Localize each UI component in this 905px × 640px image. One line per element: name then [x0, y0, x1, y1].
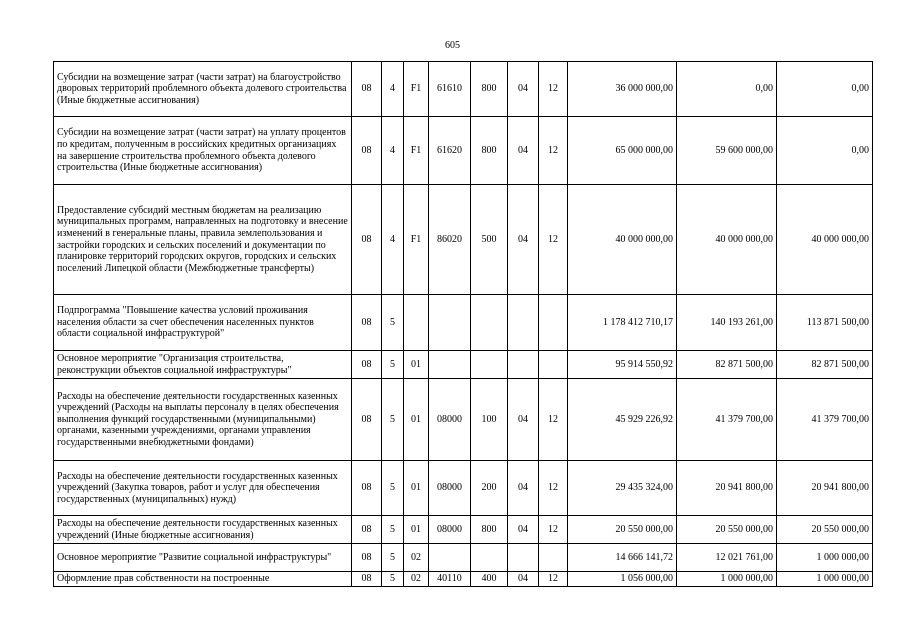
row-amount: 95 914 550,92: [568, 351, 677, 379]
table-row: [54, 351, 873, 379]
row-amount: 0,00: [777, 62, 873, 117]
row-code: 12: [539, 516, 568, 544]
row-code: 12: [539, 572, 568, 587]
row-amount: 40 000 000,00: [568, 185, 677, 295]
table-row: [54, 379, 873, 461]
row-amount: 40 000 000,00: [677, 185, 777, 295]
row-code: 5: [382, 351, 404, 379]
row-name: Субсидии на возмещение затрат (части затрат) на благоустройство дворовых территорий проблемного объекта долевого строительства (Иные бюджетные ассигнования): [54, 62, 352, 117]
row-code: 5: [382, 379, 404, 461]
row-code: 04: [508, 62, 539, 117]
table-row: [54, 572, 873, 587]
row-code: 12: [539, 117, 568, 185]
row-code: [471, 544, 508, 572]
table-row: [54, 62, 873, 117]
row-code: [508, 351, 539, 379]
row-amount: 1 178 412 710,17: [568, 295, 677, 351]
row-amount: 1 000 000,00: [777, 544, 873, 572]
row-amount: 20 550 000,00: [568, 516, 677, 544]
row-code: 61620: [429, 117, 471, 185]
row-code: 5: [382, 544, 404, 572]
row-code: 4: [382, 62, 404, 117]
row-amount: 113 871 500,00: [777, 295, 873, 351]
row-code: 5: [382, 461, 404, 516]
row-name: Субсидии на возмещение затрат (части затрат) на уплату процентов по кредитам, полученным в российских кредитных организациях на завершение строительства проблемного объекта долевого строительства (Иные бюджетные ассигнования): [54, 117, 352, 185]
table-row: [54, 117, 873, 185]
row-name: Подпрограмма "Повышение качества условий проживания населения области за счет обеспечения населенных пунктов области социальной инфраструктурой": [54, 295, 352, 351]
row-code: 4: [382, 185, 404, 295]
row-amount: 20 941 800,00: [777, 461, 873, 516]
row-code: 200: [471, 461, 508, 516]
page-number: 605: [445, 40, 460, 51]
row-name: Основное мероприятие "Развитие социальной инфраструктуры": [54, 544, 352, 572]
row-amount: 20 550 000,00: [677, 516, 777, 544]
row-code: 12: [539, 185, 568, 295]
row-name: Расходы на обеспечение деятельности государственных казенных учреждений (Иные бюджетные ассигнования): [54, 516, 352, 544]
row-code: 08000: [429, 379, 471, 461]
row-code: 08: [352, 544, 382, 572]
row-code: 08: [352, 461, 382, 516]
table-row: [54, 516, 873, 544]
row-code: 61610: [429, 62, 471, 117]
row-code: 500: [471, 185, 508, 295]
table-row: [54, 544, 873, 572]
row-code: [429, 351, 471, 379]
row-code: [508, 544, 539, 572]
row-amount: 0,00: [677, 62, 777, 117]
table-row: [54, 461, 873, 516]
row-code: F1: [404, 62, 429, 117]
row-amount: 140 193 261,00: [677, 295, 777, 351]
row-code: [429, 544, 471, 572]
row-code: 08: [352, 295, 382, 351]
row-code: 08: [352, 516, 382, 544]
row-code: 5: [382, 572, 404, 587]
row-code: 86020: [429, 185, 471, 295]
row-code: 04: [508, 185, 539, 295]
row-amount: 0,00: [777, 117, 873, 185]
row-name: Расходы на обеспечение деятельности государственных казенных учреждений (Закупка товаров, работ и услуг для обеспечения государственных (муниципальных) нужд): [54, 461, 352, 516]
row-code: 04: [508, 379, 539, 461]
row-code: [429, 295, 471, 351]
row-code: 01: [404, 461, 429, 516]
row-code: 800: [471, 62, 508, 117]
row-code: F1: [404, 117, 429, 185]
budget-table: [53, 61, 873, 587]
row-code: 08: [352, 185, 382, 295]
row-name: Оформление прав собственности на построенные: [54, 572, 352, 587]
row-code: [539, 351, 568, 379]
row-amount: 12 021 761,00: [677, 544, 777, 572]
row-amount: 65 000 000,00: [568, 117, 677, 185]
row-code: 04: [508, 117, 539, 185]
row-code: 02: [404, 572, 429, 587]
row-amount: 36 000 000,00: [568, 62, 677, 117]
row-code: 5: [382, 295, 404, 351]
row-code: 01: [404, 351, 429, 379]
row-code: [471, 295, 508, 351]
row-code: 08: [352, 351, 382, 379]
row-amount: 82 871 500,00: [677, 351, 777, 379]
row-code: [508, 295, 539, 351]
row-code: 100: [471, 379, 508, 461]
row-code: F1: [404, 185, 429, 295]
row-name: Расходы на обеспечение деятельности государственных казенных учреждений (Расходы на выплаты персоналу в целях обеспечения выполнения функций государственными (муниципальными) органами, казенными учреждениями, органами управления государственными внебюджетными фондами): [54, 379, 352, 461]
row-code: [471, 351, 508, 379]
row-amount: 45 929 226,92: [568, 379, 677, 461]
row-code: 04: [508, 516, 539, 544]
row-code: 800: [471, 117, 508, 185]
row-code: 12: [539, 379, 568, 461]
row-amount: 1 056 000,00: [568, 572, 677, 587]
row-code: 12: [539, 62, 568, 117]
row-amount: 29 435 324,00: [568, 461, 677, 516]
row-code: 08: [352, 62, 382, 117]
row-code: 02: [404, 544, 429, 572]
row-code: 01: [404, 379, 429, 461]
row-code: 5: [382, 516, 404, 544]
row-amount: 20 550 000,00: [777, 516, 873, 544]
row-amount: 14 666 141,72: [568, 544, 677, 572]
row-amount: 82 871 500,00: [777, 351, 873, 379]
row-code: 4: [382, 117, 404, 185]
row-code: 40110: [429, 572, 471, 587]
table-row: [54, 185, 873, 295]
row-code: 08: [352, 117, 382, 185]
row-code: [539, 295, 568, 351]
row-amount: 59 600 000,00: [677, 117, 777, 185]
row-code: 08000: [429, 461, 471, 516]
row-name: Основное мероприятие "Организация строительства, реконструкции объектов социальной инфраструктуры": [54, 351, 352, 379]
row-amount: 40 000 000,00: [777, 185, 873, 295]
row-amount: 1 000 000,00: [777, 572, 873, 587]
row-amount: 41 379 700,00: [777, 379, 873, 461]
row-code: 01: [404, 516, 429, 544]
row-code: 12: [539, 461, 568, 516]
row-amount: 1 000 000,00: [677, 572, 777, 587]
row-code: 400: [471, 572, 508, 587]
row-code: 800: [471, 516, 508, 544]
row-code: [539, 544, 568, 572]
row-amount: 41 379 700,00: [677, 379, 777, 461]
row-code: 04: [508, 572, 539, 587]
row-code: 08000: [429, 516, 471, 544]
row-code: 08: [352, 379, 382, 461]
table-row: [54, 295, 873, 351]
row-amount: 20 941 800,00: [677, 461, 777, 516]
row-code: 08: [352, 572, 382, 587]
row-code: 04: [508, 461, 539, 516]
row-code: [404, 295, 429, 351]
row-name: Предоставление субсидий местным бюджетам на реализацию муниципальных программ, направленных на подготовку и внесение изменений в генеральные планы, правила землепользования и застройки городских и сельских поселений и документации по планировке территорий городских округов, городских и сельских поселений Липецкой области (Межбюджетные трансферты): [54, 185, 352, 295]
